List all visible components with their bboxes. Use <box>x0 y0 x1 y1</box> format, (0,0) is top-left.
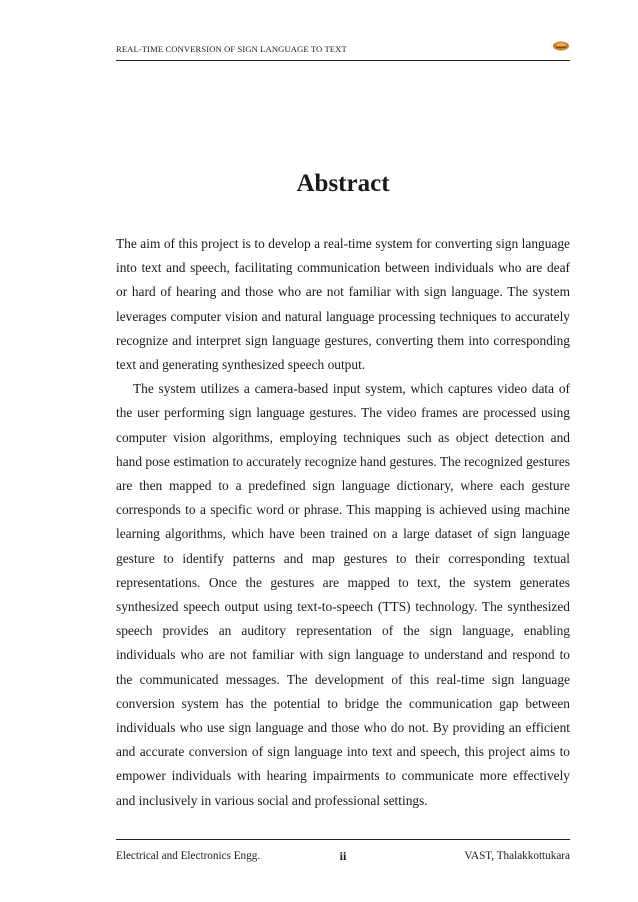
page-footer <box>116 839 570 866</box>
abstract-paragraph-1: The aim of this project is to develop a real-time system for converting sign language into text and speech, facilitating communication between individuals who are deaf or hard of hearing and those who are not familiar with sign language. The system leverages computer vision and natural language processing techniques to accurately recognize and interpret sign language gestures, converting them into corresponding text and generating synthesized speech output. <box>116 236 570 373</box>
page-title: Abstract <box>296 170 390 197</box>
footer-institution: VAST, Thalakkottukara <box>464 850 570 862</box>
college-emblem-icon <box>552 40 570 52</box>
abstract-paragraph-2: The system utilizes a camera-based input system, which captures video data of the user performing sign language gestures. The video frames are processed using computer vision algorithms, employing techniques such as object detection and hand pose estimation to accurately recognize hand gestures. The recognized gestures are then mapped to a predefined sign language dictionary, where each gesture corresponds to a specific word or phrase. This mapping is achieved using machine learning algorithms, which have been trained on a large dataset of sign language gesture to identify patterns and map gestures to their corresponding textual representations. Once the gestures are mapped to text, the system generates synthesized speech output using text-to-speech (TTS) technology. The synthesized speech provides an auditory representation of the sign language, enabling individuals who are not familiar with sign language to understand and respond to the communicated messages. The development of this real-time sign language conversion system has the potential to bridge the communication gap between individuals who use sign language and those who do not. By providing an efficient and accurate conversion of sign language into text and speech, this project aims to empower individuals with hearing impairments to communicate more effectively and inclusively in various social and professional settings. <box>116 381 570 808</box>
running-title: REAL-TIME CONVERSION OF SIGN LANGUAGE TO TEXT <box>116 44 347 54</box>
abstract-body <box>116 232 570 813</box>
footer-department: Electrical and Electronics Engg. <box>116 850 261 862</box>
page-number: ii <box>339 849 347 863</box>
page-header <box>116 38 570 61</box>
